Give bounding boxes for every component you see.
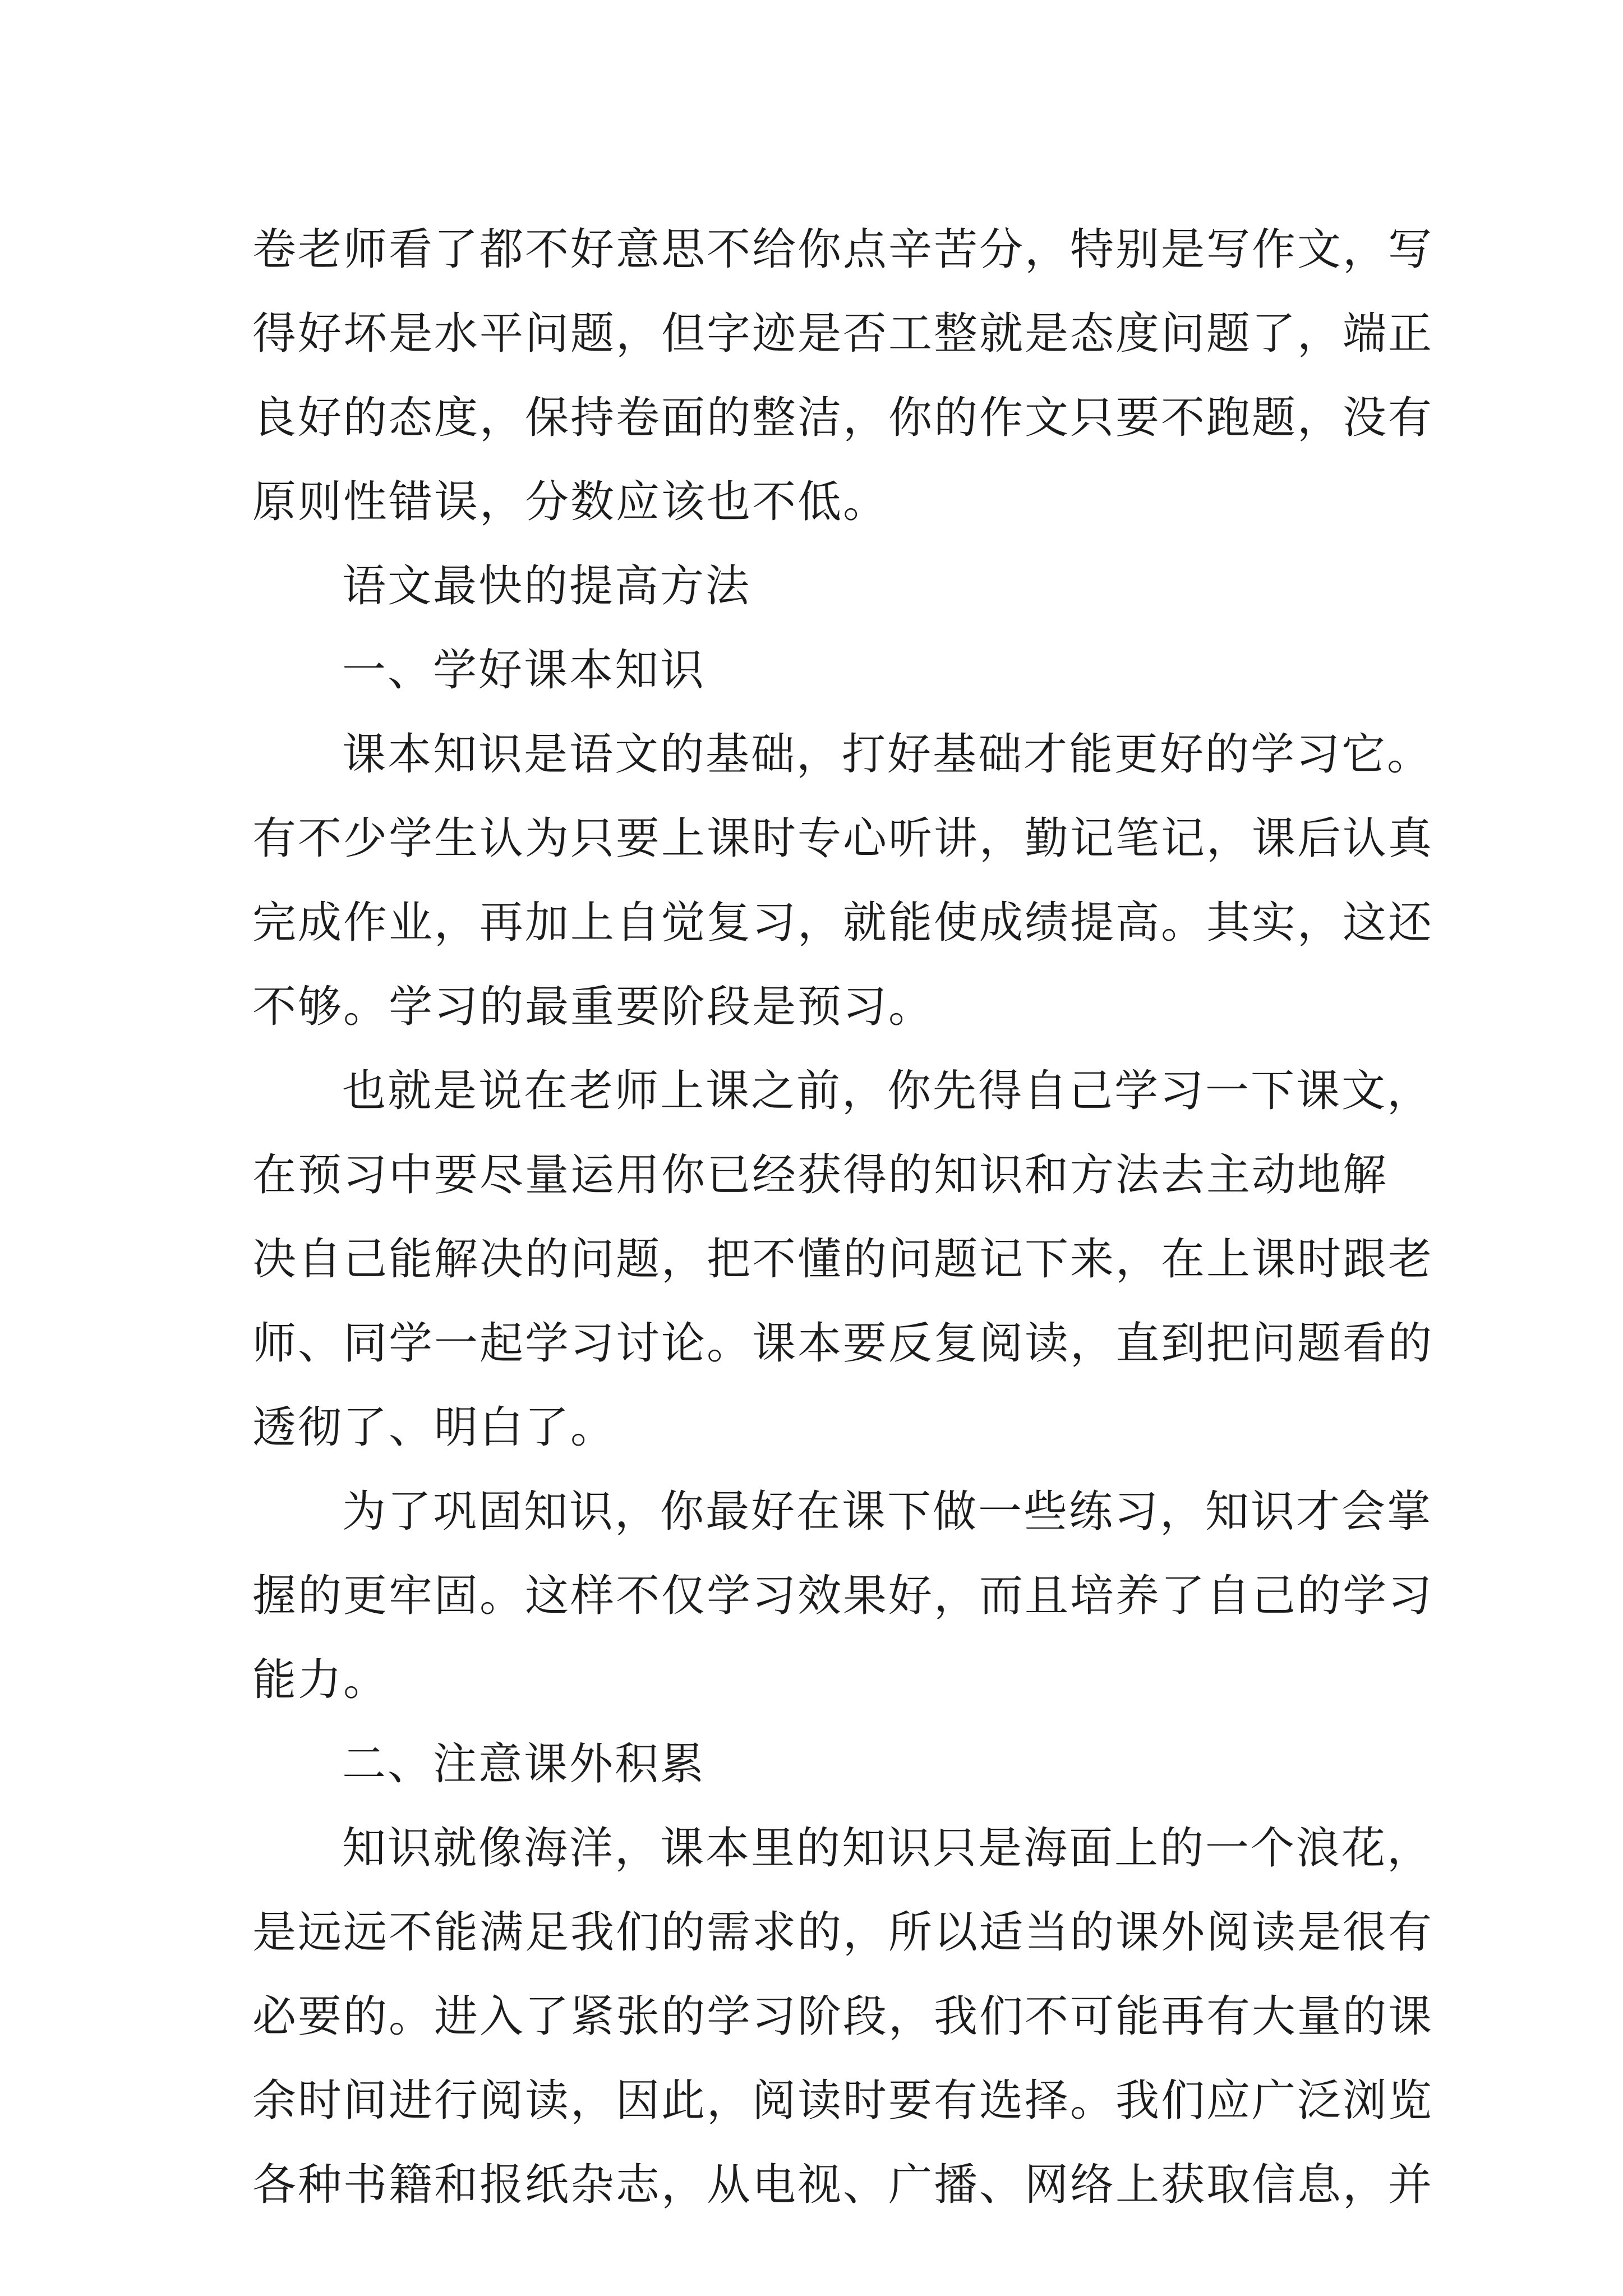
text-line: 为了巩固知识，你最好在课下做一些练习，知识才会掌 (342, 1487, 1433, 1537)
section-heading-1 (252, 628, 1385, 712)
paragraph (252, 1049, 1434, 1470)
text-line: 必要的。进入了紧张的学习阶段，我们不可能再有大量的课 (252, 1991, 1434, 2042)
text-line: 握的更牢固。这样不仅学习效果好，而且培养了自己的学习 (252, 1571, 1434, 1621)
text-line: 透彻了、明白了。 (252, 1402, 616, 1453)
text-line: 不够。学习的最重要阶段是预习。 (252, 982, 934, 1032)
paragraph (252, 712, 1434, 1049)
heading-text: 一、学好课本知识 (342, 645, 706, 696)
section-heading-2 (252, 1722, 1385, 1806)
text-line: 余时间进行阅读，因此，阅读时要有选择。我们应广泛浏览 (252, 2076, 1434, 2126)
document-body (252, 208, 1434, 2227)
text-line: 卷老师看了都不好意思不给你点辛苦分，特别是写作文，写 (252, 224, 1434, 275)
heading-text: 二、注意课外积累 (342, 1739, 706, 1789)
text-line: 有不少学生认为只要上课时专心听讲，勤记笔记，课后认真 (252, 813, 1434, 864)
text-line: 各种书籍和报纸杂志，从电视、广播、网络上获取信息，并 (252, 2160, 1434, 2210)
text-line: 良好的态度，保持卷面的整洁，你的作文只要不跑题，没有 (252, 393, 1434, 443)
text-line: 决自己能解决的问题，把不懂的问题记下来，在上课时跟老 (252, 1234, 1434, 1285)
text-line: 原则性错误，分数应该也不低。 (252, 477, 889, 527)
text-line: 能力。 (252, 1655, 389, 1705)
text-line: 课本知识是语文的基础，打好基础才能更好的学习它。 (342, 729, 1433, 780)
text-line: 得好坏是水平问题，但字迹是否工整就是态度问题了，端正 (252, 309, 1434, 359)
section-title (252, 544, 1385, 628)
text-line: 师、同学一起学习讨论。课本要反复阅读，直到把问题看的 (252, 1318, 1434, 1369)
text-line: 是远远不能满足我们的需求的，所以适当的课外阅读是很有 (252, 1907, 1434, 1958)
text-line: 在预习中要尽量运用你已经获得的知识和方法去主动地解 (252, 1150, 1389, 1200)
paragraph-continuation (252, 208, 1434, 544)
text-line: 也就是说在老师上课之前，你先得自己学习一下课文， (342, 1066, 1433, 1116)
paragraph (252, 1470, 1434, 1722)
paragraph (252, 1806, 1434, 2227)
text-line: 知识就像海洋，课本里的知识只是海面上的一个浪花， (342, 1823, 1433, 1874)
heading-text: 语文最快的提高方法 (342, 561, 751, 611)
text-line: 完成作业，再加上自觉复习，就能使成绩提高。其实，这还 (252, 898, 1434, 948)
